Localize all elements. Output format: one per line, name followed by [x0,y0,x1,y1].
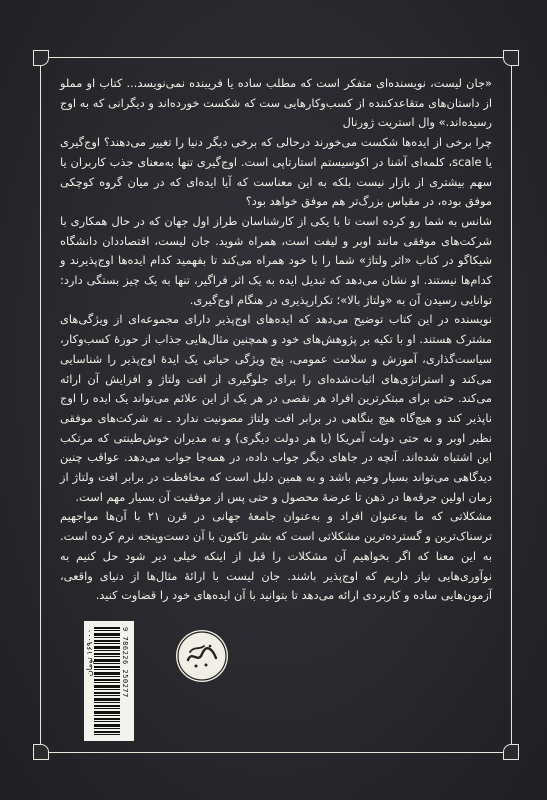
blurb-paragraph: شانس به شما رو کرده است تا با یکی از کارشناسان طراز اول جهان که در حال همکاری با شرکت‌های موفقی مانند اوبر و لیفت است، همراه شوید. جان لیست، اقتصاددان دانشگاه شیکاگو در کتاب «اثر ولتاژ» شما را با خود همراه می‌کند تا بفهمید کدام ایده‌ها اوج‌پذیرند و کدام‌ها نیستند. او نشان می‌دهد که تبدیل ایده به یک اثر فراگیر، تنها به یک چیز بستگی دارد: توانایی رسیدن آن به «ولتاژ بالا»؛ تکرارپذیری در هنگام اوج‌گیری. [60,213,492,307]
back-cover-blurb [60,74,492,606]
price-label: ۱۶۹۰۰۰ تومان [85,629,94,677]
barcode [84,621,134,741]
frame-corner [503,50,519,66]
barcode-bars [94,627,120,735]
frame-corner [33,50,49,66]
isbn-number: 9 786226 250277 [121,627,129,698]
barcode-block [84,621,134,741]
quote-paragraph: «جان لیست، نویسنده‌ای متفکر است که مطلب ساده یا فریبنده نمی‌نویسد... کتاب او مملو از داستان‌های متقاعدکننده از کسب‌وکارهایی ست که شکست خورده‌اند و دیگرانی که به اوج رسیده‌اند.» وال استریت ژورنال [60,76,492,130]
blurb-paragraph: مشکلاتی که ما به‌عنوان افراد و به‌عنوان جامعهٔ جهانی در قرن ۲۱ با آن‌ها مواجهیم ترسناک‌ترین و گسترده‌ترین مشکلاتی است که بشر تاکنون با آن دست‌وپنجه نرم کرده است. به این معنا که اگر بخواهیم آن مشکلات را قبل از اینکه خیلی دیر شود حل کنیم به نوآوری‌هایی نیاز داریم که اوج‌پذیر باشند. جان لیست با ارائهٔ مثال‌ها از دنیای واقعی، آزمون‌هایی ساده و کاربردی ارائه می‌دهد تا بتوانید با آن ایده‌های خود را قضاوت کنید. [60,509,492,603]
frame-corner [33,744,49,760]
frame-corner [503,744,519,760]
blurb-paragraph: نویسنده در این کتاب توضیح می‌دهد که ایده‌های اوج‌پذیر دارای مجموعه‌ای از ویژگی‌های مشترک هستند. او با تکیه بر پژوهش‌های خود و همچنین مثال‌هایی جذاب از حوزهٔ کسب‌وکار، سیاست‌گذاری، آموزش و سلامت عمومی، پنج ویژگی حیاتی یک ایدهٔ اوج‌پذیر را شناسایی می‌کند و استراتژی‌های اثبات‌شده‌ای را برای جلوگیری از افت ولتاژ و افزایش آن ارائه می‌کند. حتی برای مبتکرترین افراد هر نقصی در هر یک از این علائم می‌تواند یک ایده را اوج ناپذیر کند و هیچ‌گاه هیچ بنگاهی در برابر افت ولتاژ مصونیت ندارد ـ نه شرکت‌های موفقی نظیر اوبر و نه حتی دولت آمریکا (یا هر دولت دیگری) و نه مدیران خوش‌طینتی که مرتکب این اشتباه شده‌اند. آنچه در جاهای دیگر جواب داده، در همه‌جا جواب می‌دهد. عواقب چنین دیدگاهی می‌تواند بسیار وخیم باشد و به همین دلیل است که محافظت در برابر افت ولتاژ از زمان اولین جرقه‌ها در ذهن تا عرضهٔ محصول و حتی پس از موفقیت آن بسیار مهم است. [60,312,492,504]
publisher-logo [176,630,228,682]
publisher-logo-icon [176,630,228,682]
blurb-paragraph: چرا برخی از ایده‌ها شکست می‌خورند درحالی که برخی دیگر دنیا را تغییر می‌دهند؟ اوج‌گیری یا scale، کلمه‌ای آشنا در اکوسیستم استارتاپی است. اوج‌گیری تنها به‌معنای جذب کاربران یا سهم بیشتری از بازار نیست بلکه به این معناست که آیا ایده‌ای که در میان گروه کوچکی موفق بوده، در مقیاس بزرگ‌تر هم موفق خواهد بود؟ [60,135,492,209]
